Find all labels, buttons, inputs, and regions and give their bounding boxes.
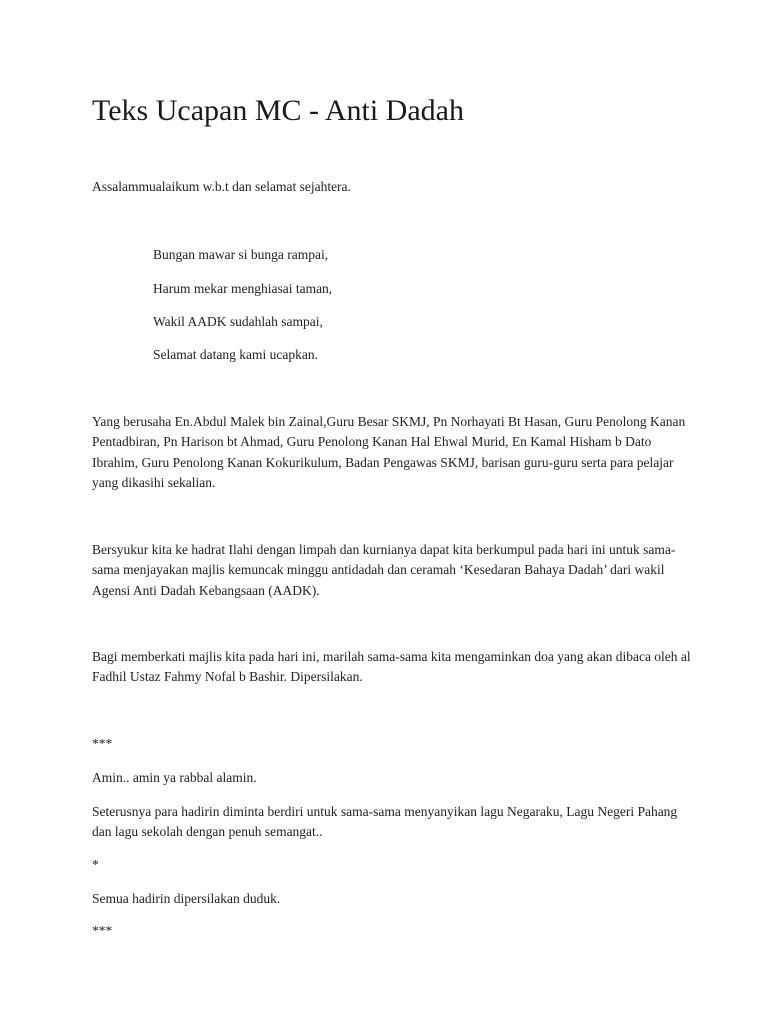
pantun-line-4: Selamat datang kami ucapkan.	[153, 347, 318, 362]
separator-3: ***	[92, 923, 113, 938]
pantun-line-1: Bungan mawar si bunga rampai,	[153, 247, 329, 262]
salutation-paragraph: Yang berusaha En.Abdul Malek bin Zainal,Guru Besar SKMJ, Pn Norhayati Bt Hasan, Guru Penolong Kanan Pentadbiran, Pn Harison bt Ahmad, Guru Penolong Kanan Hal Ehwal Murid, En Kamal Hisham b Dato Ibrahim, Guru Penolong Kanan Kokurikulum, Badan Pengawas SKMJ, barisan guru-guru serta para pelajar yang dikasihi sekalian.	[92, 414, 686, 490]
prayer-paragraph: Bagi memberkati majlis kita pada hari ini, marilah sama-sama kita mengaminkan doa yang akan dibaca oleh al Fadhil Ustaz Fahmy Nofal b Bashir. Dipersilakan.	[92, 649, 691, 685]
amin-line: Amin.. amin ya rabbal alamin.	[92, 770, 257, 785]
document-title: Teks Ucapan MC - Anti Dadah	[92, 94, 464, 127]
separator-1: ***	[92, 736, 113, 751]
separator-2: *	[92, 857, 99, 872]
greeting-line: Assalammualaikum w.b.t dan selamat sejahtera.	[92, 179, 351, 194]
pantun-line-3: Wakil AADK sudahlah sampai,	[153, 314, 323, 329]
seated-line: Semua hadirin dipersilakan duduk.	[92, 891, 281, 906]
anthem-paragraph: Seterusnya para hadirin diminta berdiri untuk sama-sama menyanyikan lagu Negaraku, Lagu Negeri Pahang dan lagu sekolah dengan penuh semangat..	[92, 804, 678, 840]
gratitude-paragraph: Bersyukur kita ke hadrat Ilahi dengan limpah dan kurnianya dapat kita berkumpul pada hari ini untuk sama-sama menjayakan majlis kemuncak minggu antidadah dan ceramah ‘Kesedaran Bahaya Dadah’ dari wakil Agensi Anti Dadah Kebangsaan (AADK).	[92, 542, 676, 598]
pantun-line-2: Harum mekar menghiasai taman,	[153, 281, 333, 296]
